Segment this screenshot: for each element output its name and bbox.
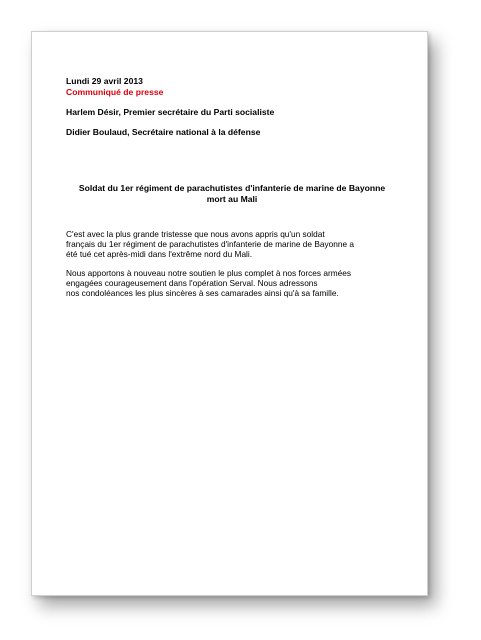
signer-boulaud: Didier Boulaud, Secrétaire national à la défense (66, 126, 261, 137)
document-body (66, 229, 396, 307)
communique-label: Communiqué de presse (66, 86, 164, 97)
document-title: Soldat du 1er régiment de parachutistes d'infanterie de marine de Bayonne mort au Mali (78, 183, 386, 204)
signer-desir: Harlem Désir, Premier secrétaire du Parti socialiste (66, 107, 275, 117)
document-header (66, 76, 406, 137)
document-date: Lundi 29 avril 2013 (66, 76, 143, 86)
press-release-page (31, 31, 428, 596)
body-paragraph-1: C'est avec la plus grande tristesse que nous avons appris qu'un soldat français du 1er régiment de parachutistes d'infanterie de marine de Bayonne a été tué cet après-midi dans l'extrême nord du Mali. (66, 229, 355, 259)
body-paragraph-2: Nous apportons à nouveau notre soutien le plus complet à nos forces armées engagées courageusement dans l'opération Serval. Nous adressons nos condoléances les plus sincères à ses camarades ainsi qu'à sa famille. (66, 268, 352, 298)
